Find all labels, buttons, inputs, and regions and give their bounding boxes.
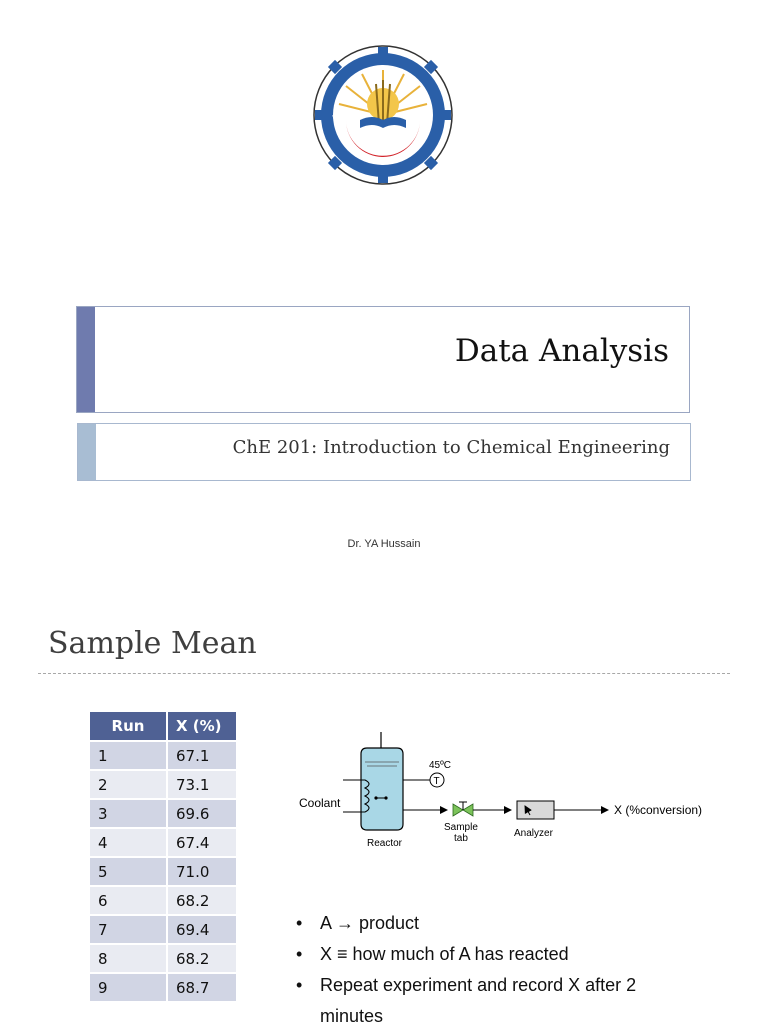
run-cell: 8 [90, 945, 166, 972]
table-row [90, 800, 236, 827]
x-cell: 73.1 [168, 771, 236, 798]
run-cell: 2 [90, 771, 166, 798]
title-box [76, 306, 690, 413]
subtitle-accent-bar [78, 424, 96, 480]
svg-text:١٩٠٧: ١٩٠٧ [420, 114, 433, 121]
column-header-run: Run [90, 712, 166, 740]
reactor-process-diagram [295, 730, 720, 854]
bullet-list [294, 908, 694, 1032]
x-cell: 67.1 [168, 742, 236, 769]
table-header-row [90, 712, 236, 740]
output-label: X (%conversion) [614, 803, 703, 817]
subtitle-box [77, 423, 691, 481]
x-cell: 68.2 [168, 945, 236, 972]
table-row [90, 916, 236, 943]
run-cell: 5 [90, 858, 166, 885]
temperature-label: 45ºC [429, 760, 451, 771]
presentation-title: Data Analysis [454, 333, 669, 369]
run-cell: 7 [90, 916, 166, 943]
sample-valve-icon [453, 802, 473, 816]
heading-divider [38, 673, 730, 674]
x-cell: 69.4 [168, 916, 236, 943]
column-header-x: X (%) [168, 712, 236, 740]
university-seal-logo [312, 44, 454, 186]
x-cell: 71.0 [168, 858, 236, 885]
x-cell: 68.7 [168, 974, 236, 1001]
x-cell: 67.4 [168, 829, 236, 856]
reactor-label: Reactor [367, 838, 403, 849]
analyzer-box [517, 801, 554, 819]
table-row [90, 945, 236, 972]
slide-heading: Sample Mean [48, 626, 257, 661]
table-row [90, 829, 236, 856]
coolant-label: Coolant [299, 796, 341, 810]
title-accent-bar [77, 307, 95, 412]
author-name: Dr. YA Hussain [347, 538, 421, 550]
table-row [90, 742, 236, 769]
table-row [90, 887, 236, 914]
table-row [90, 771, 236, 798]
presentation-subtitle: ChE 201: Introduction to Chemical Engineering [232, 437, 670, 458]
runs-table [88, 710, 238, 1003]
table-row [90, 974, 236, 1001]
run-cell: 9 [90, 974, 166, 1001]
analyzer-label: Analyzer [514, 828, 553, 839]
sensor-symbol: T [433, 776, 440, 787]
x-cell: 68.2 [168, 887, 236, 914]
sample-label-line2: tab [454, 833, 468, 844]
run-cell: 4 [90, 829, 166, 856]
table-row [90, 858, 236, 885]
x-cell: 69.6 [168, 800, 236, 827]
bullet-item: • Repeat experiment and record X after 2 minutes [294, 970, 694, 1032]
bullet-item: • X ≡ how much of A has reacted [294, 939, 694, 970]
run-cell: 1 [90, 742, 166, 769]
sample-label-line1: Sample [444, 822, 478, 833]
run-cell: 6 [90, 887, 166, 914]
run-cell: 3 [90, 800, 166, 827]
bullet-item: • A → product [294, 908, 694, 939]
svg-text:٧٢٩١: ٧٢٩١ [332, 114, 345, 121]
